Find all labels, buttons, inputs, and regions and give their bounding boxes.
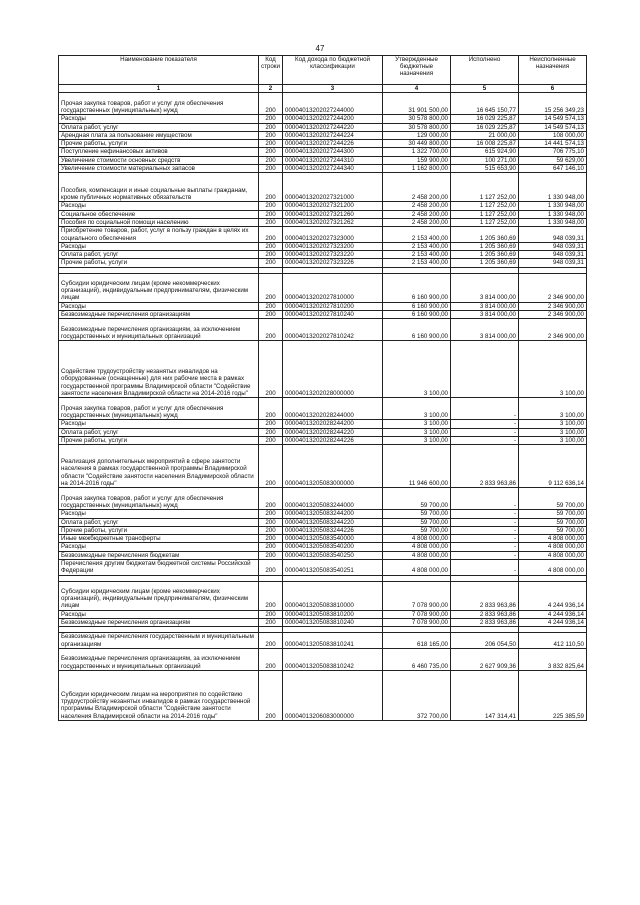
row-executed: 1 205 360,69 [451,242,519,250]
row-unexecuted: 4 808 000,00 [519,560,587,576]
row-name: Арендная плата за пользование имуществом [59,131,259,139]
table-row [59,560,587,576]
row-approved: 2 153 400,00 [383,259,451,267]
row-approved: 2 458 200,00 [383,218,451,226]
row-approved: 30 578 800,00 [383,123,451,131]
table-row [59,251,587,259]
row-name: Безвозмездные перечисления организациям, за исключением государственных и муниципальных организаций [59,319,259,341]
row-name: Поступление нефинансовых активов [59,148,259,156]
row-name: Субсидии юридическим лицам на мероприятия по содействию трудоустройству незанятых инвалидов в рамках государственной программы Владимирской области "Содействие занятости населения Владимирской области на 2014-2016 годы" [59,670,259,720]
row-name: Пособия, компенсации и иные социальные выплаты гражданам, кроме публичных нормативных обязательств [59,173,259,202]
row-unexecuted: 1 330 948,00 [519,210,587,218]
row-unexecuted: 4 808 000,00 [519,543,587,551]
budget-execution-table [58,55,587,721]
row-name: Субсидии юридическим лицам (кроме некоммерческих организаций), индивидуальным предпринимателям, физическим лицам [59,273,259,302]
row-executed: 3 814 000,00 [451,273,519,302]
table-row [59,445,587,488]
row-executed: 147 314,41 [451,670,519,720]
row-income-code: 00004013202027810242 [283,319,383,341]
row-income-code: 00004013202027244220 [283,123,383,131]
row-approved: 1 162 800,00 [383,165,451,173]
row-unexecuted: 108 000,00 [519,131,587,139]
table-row [59,436,587,444]
row-income-code: 00004013202027810000 [283,273,383,302]
row-name: Прочая закупка товаров, работ и услуг для обеспечения государственных (муниципальных) нужд [59,93,259,115]
row-line-code: 200 [259,420,283,428]
row-income-code: 00004013202027244340 [283,165,383,173]
table-row [59,210,587,218]
row-executed: - [451,518,519,526]
table-row [59,302,587,310]
row-executed: 206 054,50 [451,633,519,649]
row-approved: 2 458 200,00 [383,210,451,218]
row-income-code: 00004013202028000000 [283,341,383,398]
row-line-code: 200 [259,436,283,444]
table-row [59,670,587,720]
row-executed: - [451,551,519,559]
table-row [59,259,587,267]
row-line-code: 200 [259,227,283,243]
row-income-code: 00004013202027244310 [283,156,383,164]
row-approved: 3 100,00 [383,420,451,428]
table-row [59,526,587,534]
row-executed: 1 205 360,69 [451,259,519,267]
row-name: Прочие работы, услуги [59,526,259,534]
row-line-code: 200 [259,445,283,488]
row-name: Пособия по социальной помощи населению [59,218,259,226]
row-line-code: 200 [259,526,283,534]
row-line-code: 200 [259,648,283,670]
row-unexecuted: 59 700,00 [519,526,587,534]
row-executed: 2 833 963,86 [451,618,519,626]
row-line-code: 200 [259,93,283,115]
row-executed: - [451,398,519,420]
row-line-code: 200 [259,273,283,302]
table-row [59,398,587,420]
row-unexecuted: 1 330 948,00 [519,173,587,202]
row-executed: - [451,420,519,428]
row-unexecuted: 948 039,31 [519,227,587,243]
row-name: Расходы [59,420,259,428]
row-line-code: 200 [259,311,283,319]
row-unexecuted: 1 330 948,00 [519,218,587,226]
row-executed: - [451,560,519,576]
row-unexecuted: 3 100,00 [519,420,587,428]
table-row [59,648,587,670]
row-line-code: 200 [259,302,283,310]
row-line-code: 200 [259,670,283,720]
row-line-code: 200 [259,123,283,131]
row-income-code: 00004013205083244226 [283,526,383,534]
row-income-code: 00004013202028244200 [283,420,383,428]
row-approved: 3 100,00 [383,398,451,420]
header-unexecuted: Неисполненные назначения [519,56,587,85]
table-row [59,633,587,649]
row-line-code: 200 [259,115,283,123]
row-executed: 1 205 360,69 [451,227,519,243]
row-approved: 59 700,00 [383,488,451,510]
row-name: Оплата работ, услуг [59,518,259,526]
row-name: Расходы [59,242,259,250]
row-unexecuted: 412 110,50 [519,633,587,649]
row-income-code: 00004013202027244224 [283,131,383,139]
row-unexecuted: 14 441 574,13 [519,140,587,148]
row-line-code: 200 [259,259,283,267]
table-row [59,140,587,148]
table-row [59,131,587,139]
row-unexecuted: 3 100,00 [519,436,587,444]
row-income-code: 00004013202027244300 [283,148,383,156]
row-line-code: 200 [259,510,283,518]
page-number: 47 [315,44,325,53]
row-approved: 7 078 900,00 [383,581,451,610]
row-name: Расходы [59,115,259,123]
row-income-code: 00004013202027323220 [283,251,383,259]
row-name: Увеличение стоимости основных средств [59,156,259,164]
row-line-code: 200 [259,251,283,259]
row-approved: 4 808 000,00 [383,543,451,551]
table-row [59,420,587,428]
row-name: Прочие работы, услуги [59,259,259,267]
table-row [59,341,587,398]
row-approved: 11 946 600,00 [383,445,451,488]
row-approved: 3 100,00 [383,341,451,398]
row-unexecuted: 59 629,00 [519,156,587,164]
row-approved: 4 808 000,00 [383,551,451,559]
row-line-code: 200 [259,242,283,250]
table-row [59,543,587,551]
row-name: Безвозмездные перечисления государственным и муниципальным организациям [59,633,259,649]
table-row [59,535,587,543]
column-number: 1 [59,85,259,93]
row-name: Оплата работ, услуг [59,428,259,436]
row-income-code: 00004013202027323200 [283,242,383,250]
row-income-code: 00004013205083244000 [283,488,383,510]
row-income-code: 00004013202028244220 [283,428,383,436]
row-unexecuted: 15 256 349,23 [519,93,587,115]
row-income-code: 00004013205083244220 [283,518,383,526]
row-income-code: 00004013205083000000 [283,445,383,488]
row-line-code: 200 [259,131,283,139]
row-line-code: 200 [259,543,283,551]
row-income-code: 00004013205083810000 [283,581,383,610]
row-name: Оплата работ, услуг [59,251,259,259]
row-approved: 129 000,00 [383,131,451,139]
row-line-code: 200 [259,202,283,210]
row-line-code: 200 [259,319,283,341]
row-income-code: 00004013205083810200 [283,610,383,618]
row-income-code: 00004013205083810242 [283,648,383,670]
row-unexecuted: 948 039,31 [519,251,587,259]
row-executed: - [451,436,519,444]
table-row [59,202,587,210]
row-unexecuted: 225 385,59 [519,670,587,720]
row-income-code: 00004013202027323000 [283,227,383,243]
row-executed: - [451,543,519,551]
row-line-code: 200 [259,341,283,398]
row-income-code: 00004013202027244226 [283,140,383,148]
row-unexecuted: 4 808 000,00 [519,535,587,543]
row-name: Перечисления другим бюджетам бюджетной системы Российской Федерации [59,560,259,576]
row-executed: 515 653,90 [451,165,519,173]
table-body [59,93,587,721]
row-unexecuted: 14 549 574,13 [519,115,587,123]
row-unexecuted: 59 700,00 [519,488,587,510]
column-number: 3 [283,85,383,93]
header-executed: Исполнено [451,56,519,85]
row-executed: - [451,526,519,534]
row-executed: 2 833 963,86 [451,445,519,488]
row-approved: 2 153 400,00 [383,251,451,259]
table-row [59,218,587,226]
table-row [59,428,587,436]
row-approved: 618 165,00 [383,633,451,649]
row-income-code: 00004013202027810240 [283,311,383,319]
table-row [59,227,587,243]
row-approved: 2 458 200,00 [383,202,451,210]
row-name: Безвозмездные перечисления организациям, за исключением государственных и муниципальных организаций [59,648,259,670]
row-executed: 3 814 000,00 [451,302,519,310]
table-row [59,273,587,302]
row-approved: 372 700,00 [383,670,451,720]
row-approved: 59 700,00 [383,518,451,526]
row-line-code: 200 [259,618,283,626]
row-income-code: 00004013205083244200 [283,510,383,518]
row-line-code: 200 [259,633,283,649]
row-executed: 3 814 000,00 [451,319,519,341]
row-income-code: 00004013202027244200 [283,115,383,123]
row-name: Прочая закупка товаров, работ и услуг для обеспечения государственных (муниципальных) нужд [59,488,259,510]
row-income-code: 00004013202027321260 [283,210,383,218]
row-name: Безвозмездные перечисления бюджетам [59,551,259,559]
row-name: Расходы [59,510,259,518]
row-approved: 4 808 000,00 [383,560,451,576]
row-income-code: 00004013202027244000 [283,93,383,115]
row-executed: 16 645 150,77 [451,93,519,115]
table-row [59,319,587,341]
row-line-code: 200 [259,165,283,173]
row-executed: 615 924,90 [451,148,519,156]
row-unexecuted: 2 346 900,00 [519,273,587,302]
row-name: Прочая закупка товаров, работ и услуг для обеспечения государственных (муниципальных) нужд [59,398,259,420]
row-unexecuted: 4 244 936,14 [519,610,587,618]
row-executed: 16 008 225,87 [451,140,519,148]
row-line-code: 200 [259,488,283,510]
row-line-code: 200 [259,156,283,164]
row-line-code: 200 [259,218,283,226]
row-unexecuted: 948 039,31 [519,242,587,250]
table-row [59,610,587,618]
row-name: Безвозмездные перечисления организациям [59,618,259,626]
row-unexecuted: 1 330 948,00 [519,202,587,210]
row-approved: 159 900,00 [383,156,451,164]
row-unexecuted: 2 346 900,00 [519,302,587,310]
row-name: Иные межбюджетные трансферты [59,535,259,543]
header-line-code: Код строки [259,56,283,85]
row-name: Прочие работы, услуги [59,436,259,444]
row-income-code: 00004013202028244226 [283,436,383,444]
row-approved: 7 078 900,00 [383,618,451,626]
table-row [59,510,587,518]
row-executed: 16 029 225,87 [451,123,519,131]
row-name: Увеличение стоимости материальных запасов [59,165,259,173]
row-income-code: 00004013205083540251 [283,560,383,576]
table-row [59,148,587,156]
row-approved: 7 078 900,00 [383,610,451,618]
row-unexecuted: 59 700,00 [519,518,587,526]
table-row [59,123,587,131]
row-executed: 3 814 000,00 [451,311,519,319]
row-approved: 2 153 400,00 [383,242,451,250]
header-name: Наименование показателя [59,56,259,85]
row-approved: 6 160 900,00 [383,311,451,319]
row-unexecuted: 59 700,00 [519,510,587,518]
row-approved: 30 449 800,00 [383,140,451,148]
row-approved: 2 153 400,00 [383,227,451,243]
table-row [59,311,587,319]
row-unexecuted: 4 244 936,14 [519,618,587,626]
row-line-code: 200 [259,210,283,218]
row-line-code: 200 [259,560,283,576]
table-row [59,93,587,115]
row-name: Расходы [59,543,259,551]
row-line-code: 200 [259,551,283,559]
row-unexecuted: 4 244 936,14 [519,581,587,610]
row-name: Социальное обеспечение [59,210,259,218]
table-row [59,581,587,610]
row-line-code: 200 [259,581,283,610]
row-unexecuted: 3 100,00 [519,398,587,420]
table-row [59,518,587,526]
row-approved: 59 700,00 [383,526,451,534]
row-unexecuted: 9 112 636,14 [519,445,587,488]
row-executed: 2 627 909,36 [451,648,519,670]
row-name: Расходы [59,302,259,310]
table-row [59,551,587,559]
row-unexecuted: 3 100,00 [519,428,587,436]
row-executed: - [451,488,519,510]
row-approved: 6 160 900,00 [383,273,451,302]
column-number-row [59,85,587,93]
row-executed: 1 127 252,00 [451,202,519,210]
row-unexecuted: 4 808 000,00 [519,551,587,559]
table-row [59,173,587,202]
row-line-code: 200 [259,518,283,526]
row-income-code: 00004013202028244000 [283,398,383,420]
row-unexecuted: 2 346 900,00 [519,319,587,341]
row-unexecuted: 3 100,00 [519,341,587,398]
table-row [59,115,587,123]
row-line-code: 200 [259,140,283,148]
header-row [59,56,587,85]
column-number: 6 [519,85,587,93]
row-approved: 6 160 900,00 [383,302,451,310]
row-approved: 4 808 000,00 [383,535,451,543]
row-name: Приобретение товаров, работ, услуг в пользу граждан в целях их социального обеспечения [59,227,259,243]
row-income-code: 00004013205083810241 [283,633,383,649]
row-approved: 31 901 500,00 [383,93,451,115]
row-name: Реализация дополнительных мероприятий в сфере занятости населения в рамках государственной программы Владимирской области "Содействие занятости населения Владимирской области на 2014-2016 годы" [59,445,259,488]
row-unexecuted: 706 775,10 [519,148,587,156]
row-income-code: 00004013202027323226 [283,259,383,267]
table-row [59,242,587,250]
row-approved: 59 700,00 [383,510,451,518]
table-row [59,488,587,510]
row-approved: 6 460 735,00 [383,648,451,670]
row-income-code: 00004013206083000000 [283,670,383,720]
row-income-code: 00004013205083540000 [283,535,383,543]
row-unexecuted: 647 146,10 [519,165,587,173]
row-executed: 16 029 225,87 [451,115,519,123]
row-executed [451,341,519,398]
row-executed: 1 205 360,69 [451,251,519,259]
row-approved: 2 458 200,00 [383,173,451,202]
row-approved: 1 322 700,00 [383,148,451,156]
row-executed: 21 000,00 [451,131,519,139]
header-income-code: Код дохода по бюджетной классификации [283,56,383,85]
row-income-code: 00004013202027321000 [283,173,383,202]
row-line-code: 200 [259,610,283,618]
row-executed: 2 833 963,86 [451,610,519,618]
row-name: Содействие трудоустройству незанятых инвалидов на оборудованные (оснащенные) для них рабочие места в рамках государственной программы Владимирской области "Содействие занятости населения Владимирской области на 2014-2016 годы" [59,341,259,398]
table-row [59,156,587,164]
row-executed: 1 127 252,00 [451,173,519,202]
row-income-code: 00004013205083540250 [283,551,383,559]
row-name: Прочие работы, услуги [59,140,259,148]
row-line-code: 200 [259,428,283,436]
row-line-code: 200 [259,148,283,156]
row-unexecuted: 2 346 900,00 [519,311,587,319]
column-number: 5 [451,85,519,93]
table-row [59,165,587,173]
row-approved: 30 578 800,00 [383,115,451,123]
row-executed: - [451,510,519,518]
row-line-code: 200 [259,398,283,420]
row-name: Расходы [59,202,259,210]
row-executed: - [451,428,519,436]
header-approved: Утвержденные бюджетные назначения [383,56,451,85]
row-name: Расходы [59,610,259,618]
row-income-code: 00004013202027810200 [283,302,383,310]
row-unexecuted: 14 549 574,13 [519,123,587,131]
row-line-code: 200 [259,535,283,543]
row-name: Субсидии юридическим лицам (кроме некоммерческих организаций), индивидуальным предпринимателям, физическим лицам [59,581,259,610]
row-approved: 6 160 900,00 [383,319,451,341]
table-row [59,618,587,626]
row-approved: 3 100,00 [383,428,451,436]
row-unexecuted: 948 039,31 [519,259,587,267]
row-approved: 3 100,00 [383,436,451,444]
column-number: 4 [383,85,451,93]
column-number: 2 [259,85,283,93]
row-income-code: 00004013202027321262 [283,218,383,226]
row-income-code: 00004013205083540200 [283,543,383,551]
row-unexecuted: 3 832 825,64 [519,648,587,670]
row-income-code: 00004013202027321200 [283,202,383,210]
row-income-code: 00004013205083810240 [283,618,383,626]
row-executed: 1 127 252,00 [451,210,519,218]
row-line-code: 200 [259,173,283,202]
row-name: Оплата работ, услуг [59,123,259,131]
row-executed: 1 127 252,00 [451,218,519,226]
row-executed: 100 271,00 [451,156,519,164]
row-name: Безвозмездные перечисления организациям [59,311,259,319]
row-executed: - [451,535,519,543]
row-executed: 2 833 963,86 [451,581,519,610]
